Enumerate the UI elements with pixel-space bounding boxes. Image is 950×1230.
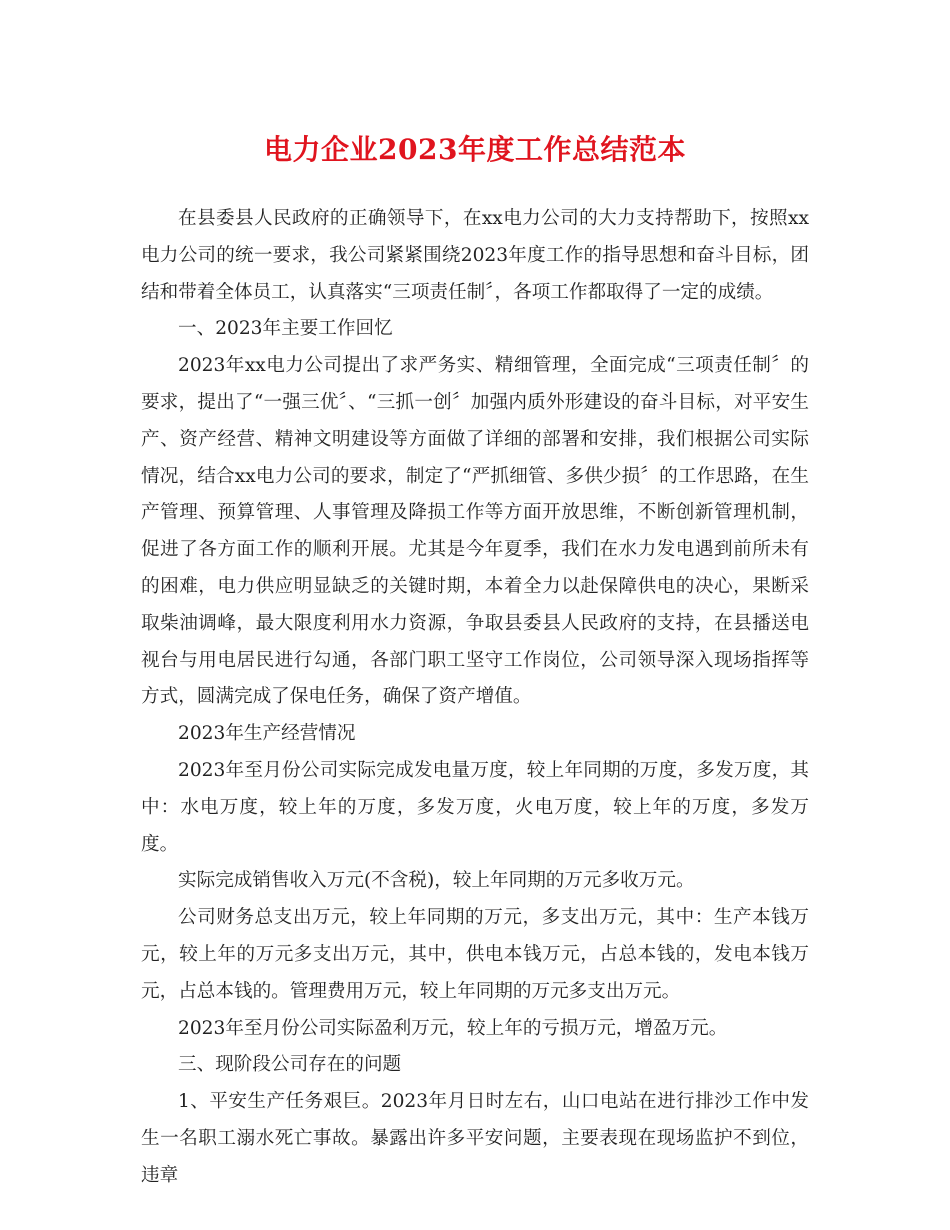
- paragraph-sales: 实际完成销售收入万元(不含税)，较上年同期的万元多收万元。: [178, 870, 695, 892]
- document-body: [141, 201, 809, 1195]
- paragraph-expenses: 公司财务总支出万元，较上年同期的万元，多支出万元，其中：生产本钱万元，较上年的万元多支出万元，其中，供电本钱万元，占总本钱的，发电本钱万元，占总本钱的。管理费用万元，较上年同期的万元多支出万元。: [141, 907, 809, 1002]
- section-heading-production: 2023年生产经营情况: [178, 723, 356, 745]
- document-title: 电力企业2023年度工作总结范本: [264, 133, 686, 166]
- paragraph-intro: 在县委县人民政府的正确领导下，在xx电力公司的大力支持帮助下，按照xx电力公司的统一要求，我公司紧紧围绕2023年度工作的指导思想和奋斗目标，团结和带着全体员工，认真落实“三项责任制〞，各项工作都取得了一定的成绩。: [141, 208, 809, 303]
- paragraph-safety: 1、平安生产任务艰巨。2023年月日时左右，山口电站在进行排沙工作中发生一名职工溺水死亡事故。暴露出许多平安问题，主要表现在现场监护不到位，违章: [141, 1091, 809, 1186]
- section-heading-review: 一、2023年主要工作回忆: [178, 318, 393, 340]
- section-heading-problems: 三、现阶段公司存在的问题: [178, 1054, 402, 1076]
- paragraph-review: 2023年xx电力公司提出了求严务实、精细管理，全面完成“三项责任制〞的要求，提出了“一强三优〞、“三抓一创〞加强内质外形建设的奋斗目标，对平安生产、资产经营、精神文明建设等方面做了详细的部署和安排，我们根据公司实际情况，结合xx电力公司的要求，制定了“严抓细管、多供少损〞的工作思路，在生产管理、预算管理、人事管理及降损工作等方面开放思维，不断创新管理机制，促进了各方面工作的顺利开展。尤其是今年夏季，我们在水力发电遇到前所未有的困难，电力供应明显缺乏的关键时期，本着全力以赴保障供电的决心，果断采取柴油调峰，最大限度利用水力资源，争取县委县人民政府的支持，在县播送电视台与用电居民进行勾通，各部门职工坚守工作岗位，公司领导深入现场指挥等方式，圆满完成了保电任务，确保了资产增值。: [141, 355, 809, 708]
- paragraph-generation: 2023年至月份公司实际完成发电量万度，较上年同期的万度，多发万度，其中：水电万度，较上年的万度，多发万度，火电万度，较上年的万度，多发万度。: [141, 759, 809, 855]
- paragraph-profit: 2023年至月份公司实际盈利万元，较上年的亏损万元，增盈万元。: [178, 1017, 728, 1039]
